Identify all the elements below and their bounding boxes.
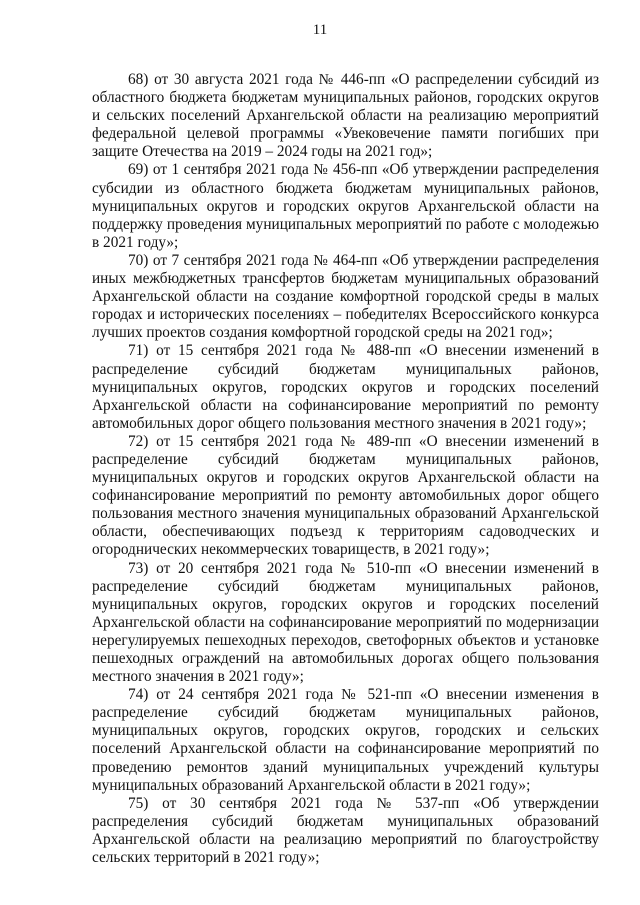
page-number: 11 <box>312 22 328 38</box>
list-item-74: 74) от 24 сентября 2021 года № 521-пп «О внесении изменения в распределение субсидий бюджетам муниципальных районов, муниципальных округов, городских округов, городских и сельских поселений Архангельской области на софинансирование мероприятий по проведению ремонтов зданий муниципальных учреждений культуры муниципальных образований Архангельской области в 2021 году»; <box>92 686 599 794</box>
list-item-69: 69) от 1 сентября 2021 года № 456-пп «Об утверждении распределения субсидии из областного бюджета бюджетам муниципальных районов, муниципальных округов и городских округов Архангельской области на поддержку проведения муниципальных мероприятий по работе с молодежью в 2021 году»; <box>92 161 599 251</box>
list-item-72: 72) от 15 сентября 2021 года № 489-пп «О внесении изменений в распределение субсидий бюджетам муниципальных районов, муниципальных округов и городских округов Архангельской области на софинансирование мероприятий по ремонту автомобильных дорог общего пользования местного значения муниципальных образований Архангельской области, обеспечивающих подъезд к территориям садоводческих и огороднических некоммерческих товариществ, в 2021 году»; <box>92 432 599 559</box>
list-item-73: 73) от 20 сентября 2021 года № 510-пп «О внесении изменений в распределение субсидий бюджетам муниципальных районов, муниципальных округов, городских округов и городских поселений Архангельской области на софинансирование мероприятий по модернизации нерегулируемых пешеходных переходов, светофорных объектов и установке пешеходных ограждений на автомобильных дорогах общего пользования местного значения в 2021 году»; <box>92 559 599 686</box>
list-item-68: 68) от 30 августа 2021 года № 446-пп «О распределении субсидий из областного бюджета бюджетам муниципальных районов, городских округов и сельских поселений Архангельской области на реализацию мероприятий федеральной целевой программы «Увековечение памяти погибших при защите Отечества на 2019 – 2024 годы на 2021 год»; <box>92 71 599 161</box>
list-item-71: 71) от 15 сентября 2021 года № 488-пп «О внесении изменений в распределение субсидий бюджетам муниципальных районов, муниципальных округов, городских округов и городских поселений Архангельской области на софинансирование мероприятий по ремонту автомобильных дорог общего пользования местного значения в 2021 году»; <box>92 342 599 432</box>
document-body <box>92 71 599 867</box>
list-item-70: 70) от 7 сентября 2021 года № 464-пп «Об утверждении распределения иных межбюджетных трансфертов бюджетам муниципальных образований Архангельской области на создание комфортной городской среды в малых городах и исторических поселениях – победителях Всероссийского конкурса лучших проектов создания комфортной городской среды на 2021 год»; <box>92 251 599 342</box>
list-item-75: 75) от 30 сентября 2021 года № 537-пп «Об утверждении распределения субсидий бюджетам муниципальных образований Архангельской области на реализацию мероприятий по благоустройству сельских территорий в 2021 году»; <box>92 794 599 867</box>
